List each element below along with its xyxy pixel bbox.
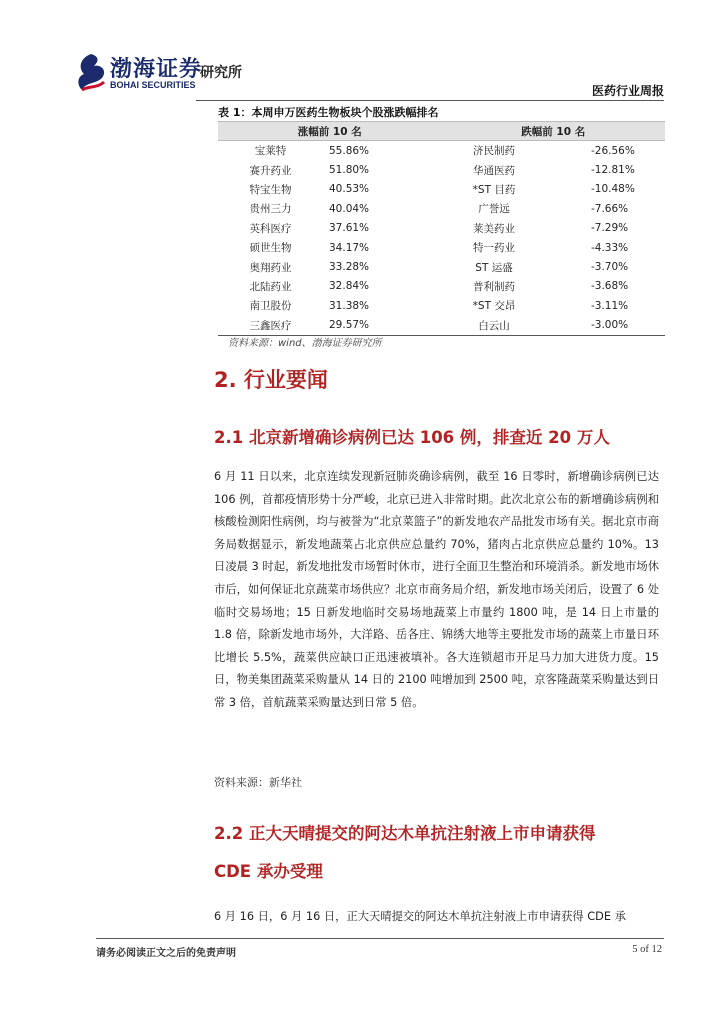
loser-name: ST 运盛	[475, 261, 513, 274]
table-title: 表 1：本周申万医药生物板块个股涨跌幅排名	[218, 106, 439, 119]
gainer-change: 40.53%	[329, 183, 370, 196]
loser-change: -3.11%	[591, 299, 629, 312]
disclaimer-note: 请务必阅读正文之后的免责声明	[96, 948, 236, 959]
table-row	[218, 180, 665, 199]
loser-change: -10.48%	[591, 183, 635, 196]
loser-change: -3.68%	[591, 280, 629, 293]
table-row	[218, 257, 665, 276]
loser-name: 济民制药	[473, 145, 515, 158]
subsection-2-2-title-line2: CDE 承办受理	[214, 862, 323, 881]
subsection-2-2-body: 6 月 16 日，6 月 16 日，正大天晴提交的阿达木单抗注射液上市申请获得 CDE 承	[214, 910, 626, 923]
page-number: 5 of 12	[632, 944, 662, 955]
gainer-name: 贵州三力	[249, 203, 292, 216]
ranking-table	[218, 121, 665, 336]
loser-change: -7.66%	[591, 202, 629, 215]
gainer-name: 宝莱特	[254, 145, 287, 158]
gainer-name: 南卫股份	[249, 300, 292, 313]
gainer-name: 北陆药业	[249, 280, 292, 293]
loser-name: 莱美药业	[473, 222, 515, 235]
table-header	[218, 121, 665, 141]
gainer-change: 51.80%	[329, 164, 370, 177]
loser-name: 白云山	[478, 319, 510, 332]
subsection-2-1-source: 资料来源：新华社	[214, 776, 302, 789]
gainer-name: 英科医疗	[249, 222, 292, 235]
loser-name: *ST 目药	[472, 183, 516, 196]
loser-name: 华通医药	[473, 164, 515, 177]
subsection-2-1-title: 2.1 北京新增确诊病例已达 106 例，排查近 20 万人	[214, 428, 610, 447]
footer-divider	[96, 938, 664, 939]
table-row	[218, 160, 665, 179]
header-top-gainers: 涨幅前 10 名	[297, 125, 362, 138]
gainer-change: 55.86%	[329, 144, 370, 157]
gainer-name: 特宝生物	[249, 183, 292, 196]
subsection-2-2-title-line1: 2.2 正大天晴提交的阿达木单抗注射液上市申请获得	[214, 824, 596, 843]
gainer-name: 赛升药业	[249, 164, 292, 177]
loser-change: -4.33%	[591, 241, 629, 254]
gainer-change: 31.38%	[329, 299, 370, 312]
logo-chinese-name: 渤海证券	[110, 56, 203, 82]
loser-name: 广誉远	[478, 203, 510, 216]
header-top-losers: 跌幅前 10 名	[521, 125, 586, 138]
table-row	[218, 296, 665, 315]
table-row	[218, 277, 665, 296]
loser-change: -26.56%	[591, 144, 635, 157]
institute-label: 研究所	[200, 65, 242, 81]
loser-change: -3.00%	[591, 319, 629, 332]
gainer-change: 29.57%	[329, 319, 370, 332]
gainer-change: 37.61%	[329, 222, 370, 235]
subsection-2-1-body: 6 月 11 日以来，北京连续发现新冠肺炎确诊病例，截至 16 日零时，新增确诊病例已达 106 例，首都疫情形势十分严峻，北京已进入非常时期。此次北京公布的新增确诊病例和核酸检测阳性病例，均与被誉为“北京菜篮子”的新发地农产品批发市场有关。据北京市商务局数据显示，新发地蔬菜占北京供应总量约 70%，猪肉占北京供应总量约 10%。13 日凌晨 3 时起，新发地批发市场暂时休市，进行全面卫生整治和环境消杀。新发地市场休市后，如何保证北京蔬菜市场供应？北京市商务局介绍，新发地市场关闭后，设置了 6 处临时交易场地；15 日新发地临时交易场地蔬菜上市量约 1800 吨，是 14 日上市量的 1.8 倍，除新发地市场外，大洋路、岳各庄、锦绣大地等主要批发市场的蔬菜上市量日环比增长 5.5%，蔬菜供应缺口正迅速被填补。各大连锁超市开足马力加大进货力度。15 日，物美集团蔬菜采购量从 14 日的 2100 吨增加到 2500 吨，京客隆蔬菜采购量达到日常 3 倍，首航蔬菜采购量达到日常 5 倍。	[214, 470, 659, 709]
loser-name: *ST 交昂	[472, 300, 516, 313]
gainer-name: 三鑫医疗	[249, 319, 292, 332]
bohai-logo-mark	[74, 52, 108, 92]
gainer-change: 32.84%	[329, 280, 370, 293]
gainer-change: 40.04%	[329, 202, 370, 215]
gainer-name: 奥翔药业	[249, 261, 292, 274]
logo-english-name: BOHAI SECURITIES	[110, 80, 196, 90]
loser-name: 普利制药	[473, 280, 515, 293]
section-title: 2. 行业要闻	[214, 368, 328, 392]
table-row	[218, 316, 665, 335]
header-divider	[196, 100, 664, 101]
table-row	[218, 238, 665, 257]
table-body	[218, 141, 665, 335]
gainer-change: 34.17%	[329, 241, 370, 254]
loser-change: -7.29%	[591, 222, 629, 235]
table-row	[218, 219, 665, 238]
loser-change: -3.70%	[591, 261, 629, 274]
table-row	[218, 199, 665, 218]
table-source: 资料来源：wind、渤海证券研究所	[228, 338, 382, 349]
loser-change: -12.81%	[591, 164, 635, 177]
company-logo	[74, 52, 214, 94]
loser-name: 特一药业	[473, 242, 515, 255]
gainer-name: 硕世生物	[249, 242, 292, 255]
report-type: 医药行业周报	[591, 84, 664, 98]
table-row	[218, 141, 665, 160]
gainer-change: 33.28%	[329, 261, 370, 274]
